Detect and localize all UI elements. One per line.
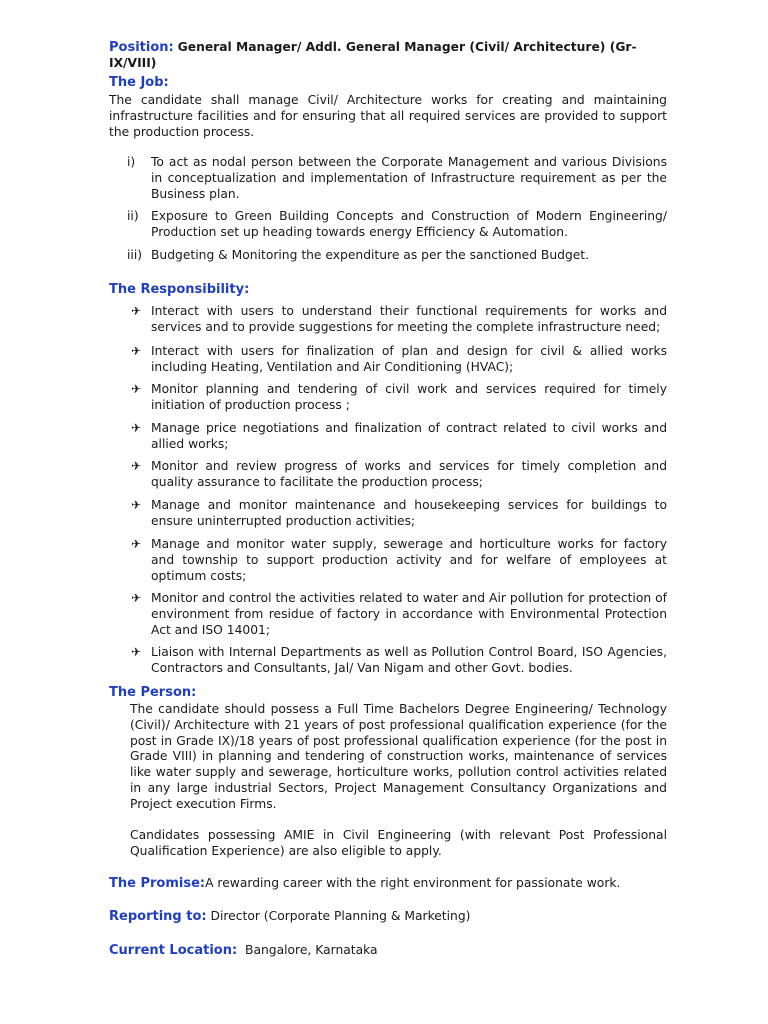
- person-paragraph-2: Candidates possessing AMIE in Civil Engineering (with relevant Post Professional Qualification Experience) are also eligible to apply.: [130, 828, 667, 858]
- location-text: Bangalore, Karnataka: [245, 943, 378, 957]
- position-title: General Manager/ Addl. General Manager (Civil/ Architecture) (Gr-IX/VIII): [109, 40, 637, 70]
- responsibility-heading: The Responsibility:: [109, 282, 250, 297]
- arrow-bullet-icon: ✈: [131, 645, 142, 659]
- job-item-marker: ii): [127, 209, 139, 223]
- job-item: [109, 209, 667, 241]
- job-item: [109, 155, 667, 202]
- responsibility-item: [109, 645, 667, 677]
- arrow-bullet-icon: ✈: [131, 591, 142, 605]
- person-heading: The Person:: [109, 685, 197, 700]
- location-label: Current Location:: [109, 943, 238, 958]
- responsibility-item: [109, 459, 667, 491]
- reporting-text: Director (Corporate Planning & Marketing): [210, 909, 471, 923]
- reporting-line: [109, 909, 667, 925]
- job-item-marker: iii): [127, 248, 143, 262]
- responsibility-item: [109, 591, 667, 638]
- job-heading: The Job:: [109, 75, 169, 90]
- responsibility-item: [109, 344, 667, 376]
- responsibility-item-text: Manage and monitor maintenance and housekeeping services for buildings to ensure uninterrupted production activities;: [151, 498, 667, 528]
- job-item-marker: i): [127, 155, 136, 169]
- position-label: Position:: [109, 40, 174, 55]
- responsibility-item-text: Manage and monitor water supply, sewerage and horticulture works for factory and township to support production activity and for welfare of employees at optimum costs;: [151, 537, 667, 583]
- responsibility-item-text: Monitor and control the activities related to water and Air pollution for protection of environment from residue of factory in accordance with Environmental Protection Act and ISO 14001;: [151, 591, 667, 637]
- job-intro: The candidate shall manage Civil/ Architecture works for creating and maintaining infrastructure facilities and for ensuring that all required services are provided to support the production process.: [109, 93, 667, 139]
- job-item-text: To act as nodal person between the Corporate Management and various Divisions in conceptualization and implementation of Infrastructure requirement as per the Business plan.: [151, 155, 667, 201]
- responsibility-item-text: Interact with users to understand their functional requirements for works and services and to provide suggestions for meeting the complete infrastructure need;: [151, 304, 667, 334]
- responsibility-item: [109, 382, 667, 414]
- job-item-text: Exposure to Green Building Concepts and Construction of Modern Engineering/ Production set up heading towards energy Efficiency & Automation.: [151, 209, 667, 239]
- responsibility-item-text: Interact with users for finalization of plan and design for civil & allied works including Heating, Ventilation and Air Conditioning (HVAC);: [151, 344, 667, 374]
- job-item-text: Budgeting & Monitoring the expenditure as per the sanctioned Budget.: [151, 248, 590, 262]
- promise-line: [109, 876, 667, 892]
- location-line: [109, 943, 667, 959]
- responsibility-item-text: Monitor planning and tendering of civil work and services required for timely initiation of production process ;: [151, 382, 667, 412]
- arrow-bullet-icon: ✈: [131, 304, 142, 318]
- promise-label: The Promise:: [109, 876, 206, 891]
- arrow-bullet-icon: ✈: [131, 537, 142, 551]
- responsibility-item: [109, 304, 667, 336]
- arrow-bullet-icon: ✈: [131, 421, 142, 435]
- arrow-bullet-icon: ✈: [131, 459, 142, 473]
- arrow-bullet-icon: ✈: [131, 344, 142, 358]
- arrow-bullet-icon: ✈: [131, 382, 142, 396]
- promise-text: A rewarding career with the right environment for passionate work.: [205, 876, 621, 890]
- arrow-bullet-icon: ✈: [131, 498, 142, 512]
- responsibility-item-text: Monitor and review progress of works and services for timely completion and quality assurance to facilitate the production process;: [151, 459, 667, 489]
- responsibility-item-text: Manage price negotiations and finalization of contract related to civil works and allied works;: [151, 421, 667, 451]
- responsibility-item: [109, 498, 667, 530]
- responsibility-item: [109, 421, 667, 453]
- responsibility-item: [109, 537, 667, 584]
- reporting-label: Reporting to:: [109, 909, 207, 924]
- responsibility-item-text: Liaison with Internal Departments as well as Pollution Control Board, ISO Agencies, Contractors and Consultants, Jal/ Van Nigam and other Govt. bodies.: [151, 645, 667, 675]
- position-line: [109, 40, 667, 72]
- job-item: [109, 248, 667, 264]
- person-paragraph-1: The candidate should possess a Full Time Bachelors Degree Engineering/ Technology (Civil)/ Architecture with 21 years of post professional qualification experience (for the post in Grade IX)/18 years of post professional qualification experience (for the post in Grade VIII) in planning and tendering of construction works, maintenance of services like water supply and sewerage, horticulture works, pollution control activities related in any large industrial Sectors, Project Management Consultancy Organizations and Project execution Firms.: [130, 702, 667, 811]
